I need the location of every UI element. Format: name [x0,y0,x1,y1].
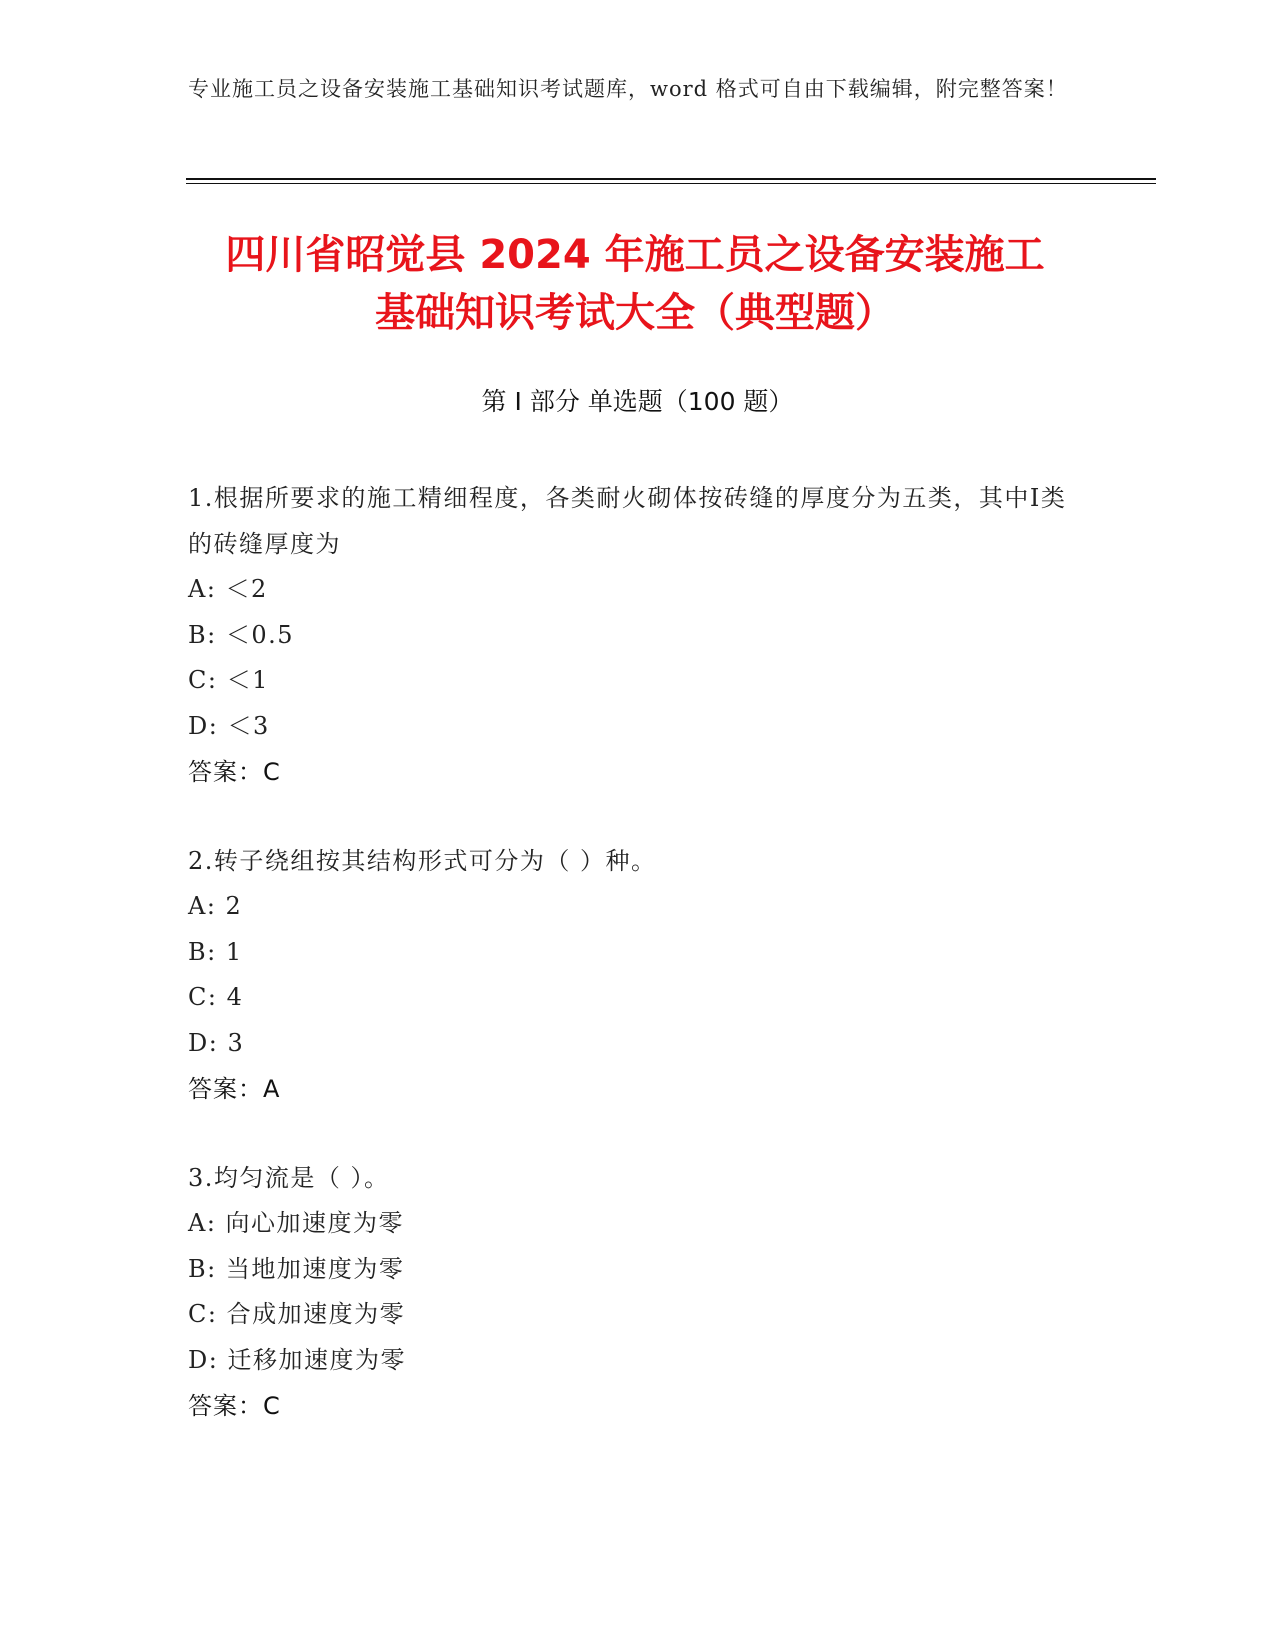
option-d: D: ＜3 [188,711,270,740]
option-d: D: 迁移加速度为零 [188,1345,406,1374]
option-b: B: 当地加速度为零 [188,1254,405,1283]
header-divider-thin [186,183,1156,184]
option-b: B: 1 [188,937,243,966]
option-c: C: 4 [188,983,244,1011]
option-c: C: ＜1 [188,666,269,694]
document-title [150,226,1120,342]
question-stem: 3.均匀流是（ ）。 [188,1164,390,1192]
option-c: C: 合成加速度为零 [188,1300,406,1328]
answer: 答案：C [188,758,281,786]
section-title: 第 I 部分 单选题（100 题） [481,387,794,416]
option-b: B: ＜0.5 [188,620,295,649]
option-a: A: 2 [188,892,243,920]
option-a: A: ＜2 [188,575,268,603]
question-3 [188,1155,1068,1429]
header-divider-thick [186,178,1156,180]
question-stem: 1.根据所要求的施工精细程度，各类耐火砌体按砖缝的厚度分为五类，其中Ⅰ类的砖缝厚度为 [188,484,1067,558]
header-note: 专业施工员之设备安装施工基础知识考试题库，word 格式可自由下载编辑，附完整答案！ [188,77,1068,101]
option-d: D: 3 [188,1028,245,1057]
question-1 [188,475,1068,795]
question-2 [188,838,1068,1112]
document-title-line-1: 四川省昭觉县 2024 年施工员之设备安装施工 [225,232,1045,278]
option-a: A: 向心加速度为零 [188,1209,405,1237]
answer: 答案：A [188,1075,281,1103]
document-title-line-2: 基础知识考试大全（典型题） [375,290,895,336]
question-stem: 2.转子绕组按其结构形式可分为（ ）种。 [188,847,657,875]
answer: 答案：C [188,1392,281,1420]
